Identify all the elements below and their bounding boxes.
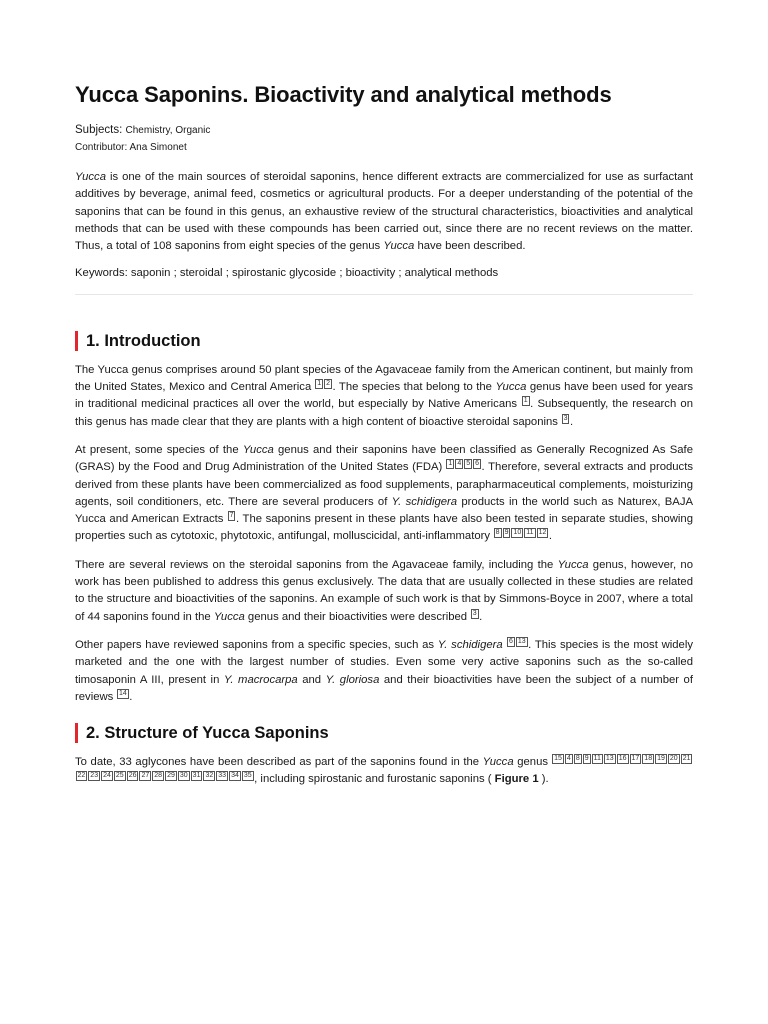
citation-group	[506, 639, 528, 651]
citation-ref[interactable]: 30	[179, 772, 188, 780]
citation-ref[interactable]: 13	[605, 755, 614, 763]
citation-ref[interactable]: 26	[128, 772, 137, 780]
citation-group	[470, 611, 479, 623]
section-heading-structure: 2. Structure of Yucca Saponins	[75, 723, 693, 743]
keywords: Keywords: saponin ; steroidal ; spirostanic glycoside ; bioactivity ; analytical methods	[75, 267, 499, 280]
citation-ref[interactable]: 10	[513, 529, 522, 537]
citation-ref[interactable]: 3	[472, 609, 477, 617]
citation-ref[interactable]: 35	[243, 772, 252, 780]
citation-ref[interactable]: 12	[538, 529, 547, 537]
citation-ref[interactable]: 16	[618, 755, 627, 763]
citation-ref[interactable]: 34	[231, 772, 239, 780]
citation-ref[interactable]: 8	[495, 529, 500, 537]
citation-group	[446, 461, 482, 473]
genus-name: Yucca	[75, 171, 106, 183]
citation-ref[interactable]: 27	[141, 772, 150, 780]
citation-ref[interactable]: 4	[566, 755, 571, 763]
citation-ref[interactable]: 19	[657, 755, 665, 763]
citation-ref[interactable]: 1	[523, 397, 528, 405]
citation-group	[227, 513, 236, 525]
citation-ref[interactable]: 5	[466, 460, 471, 468]
citation-ref[interactable]: 33	[218, 772, 227, 780]
citation-ref[interactable]: 7	[229, 512, 234, 520]
citation-group	[315, 381, 333, 393]
subjects-value[interactable]: Chemistry, Organic	[125, 125, 211, 136]
citation-group	[521, 398, 530, 410]
citation-ref[interactable]: 6	[508, 637, 513, 645]
citation-ref[interactable]: 11	[593, 755, 601, 763]
citation-ref[interactable]: 17	[631, 755, 640, 763]
figure-link[interactable]: Figure 1	[494, 773, 539, 786]
divider	[75, 294, 693, 295]
citation-ref[interactable]: 21	[682, 755, 691, 763]
citation-ref[interactable]: 24	[103, 772, 111, 780]
citation-ref[interactable]: 23	[90, 772, 99, 780]
citation-ref[interactable]: 1	[448, 460, 453, 468]
intro-paragraph-2: At present, some species of the Yucca genus and their saponins have been classified as Generally Recognized As Safe (GRAS) by the Food and Drug Administration of the United States (FDA) 1 4 5 6 . Therefore, several extracts and products derived from these plants have been commercialized as food supplements, parapharmaceutical complements, moisturizing agents, soil conditioners, etc. There are several producers of Y. schidigera products in the world such as Naturex, BAJA Yucca and American Extracts 7 . The saponins present in these plants have also been tested in separate studies, showing properties such as cytotoxic, phytotoxic, antifungal, molluscicidal, anti-inflammatory 8 9 10 11 12 .	[75, 443, 693, 543]
citation-ref[interactable]: 31	[192, 772, 201, 780]
abstract-text: is one of the main sources of steroidal saponins, hence different extracts are commercialized for use as surfactant additives by beverage, animal feed, cosmetics or agricultural products. For a deeper understanding of the potential of the saponins that can be found in this genus, an exhaustive review of the structural characteristics, bioactivities and analytical methods that can be used with these compounds has been carried out, since there are no recent reviews on the matter. Thus, a total of 108 saponins from eight species of the genus	[75, 171, 693, 253]
citation-ref[interactable]: 14	[118, 689, 127, 697]
citation-ref[interactable]: 18	[644, 755, 653, 763]
citation-ref[interactable]: 9	[584, 755, 589, 763]
citation-ref[interactable]: 25	[115, 772, 124, 780]
citation-ref[interactable]: 13	[517, 637, 526, 645]
citation-ref[interactable]: 15	[554, 755, 562, 763]
citation-ref[interactable]: 6	[475, 460, 480, 468]
citation-ref[interactable]: 4	[457, 460, 462, 468]
section-heading-introduction: 1. Introduction	[75, 331, 693, 351]
intro-paragraph-3: There are several reviews on the steroidal saponins from the Agavaceae family, including the Yucca genus, however, no work has been published to address this genus exclusively. The data that are usually collected in these studies are related to the structure and bioactivities of the saponins. An example of such work is that by Simmons-Boyce in 2007, where a total of 44 saponins found in the Yucca genus and their bioactivities were described 3 .	[75, 558, 693, 623]
citation-ref[interactable]: 1	[317, 380, 322, 388]
citation-ref[interactable]: 29	[167, 772, 175, 780]
subjects-label: Subjects:	[75, 124, 123, 136]
citation-ref[interactable]: 11	[526, 529, 534, 537]
subjects-line	[75, 122, 693, 139]
citation-ref[interactable]: 8	[575, 755, 580, 763]
intro-paragraph-1: The Yucca genus comprises around 50 plant species of the Agavaceae family from the American continent, but mainly from the United States, Mexico and Central America 1 2 . The species that belong to the Yucca genus have been used for years in traditional medicinal practices all over the world, but especially by Native Americans 1 . Subsequently, the research on this genus has made clear that they are plants with a high content of bioactive steroidal saponins 3 .	[75, 363, 693, 428]
page-title: Yucca Saponins. Bioactivity and analytical methods	[75, 82, 612, 107]
citation-ref[interactable]: 32	[205, 772, 214, 780]
genus-name: Yucca	[383, 240, 415, 253]
citation-group	[561, 416, 570, 428]
abstract	[75, 169, 693, 255]
citation-group	[493, 530, 549, 542]
contributor-line: Contributor: Ana Simonet	[75, 142, 187, 153]
citation-ref[interactable]: 28	[154, 772, 163, 780]
citation-ref[interactable]: 9	[504, 529, 509, 537]
citation-ref[interactable]: 3	[563, 414, 568, 422]
citation-ref[interactable]: 22	[77, 772, 86, 780]
citation-group	[116, 691, 129, 703]
citation-ref[interactable]: 2	[326, 380, 331, 388]
intro-paragraph-4: Other papers have reviewed saponins from a specific species, such as Y. schidigera 6 13 . This species is the most widely marketed and the one with the largest number of studies. Even some very active saponins such as the so-called timosaponin A III, present in Y. macrocarpa and Y. gloriosa and their bioactivities have been the subject of a number of reviews 14 .	[75, 637, 693, 703]
structure-paragraph-1: To date, 33 aglycones have been described as part of the saponins found in the Yucca genus 15 4 8 9 11 13 16 17 18 19 20 2122 23 24 25 26 27 28 29 30 31 32 33 34 35 , including spirostanic and furostanic saponins ( Figure 1 ).	[75, 754, 693, 789]
abstract-text: have been described.	[414, 240, 526, 253]
citation-ref[interactable]: 20	[669, 755, 678, 763]
